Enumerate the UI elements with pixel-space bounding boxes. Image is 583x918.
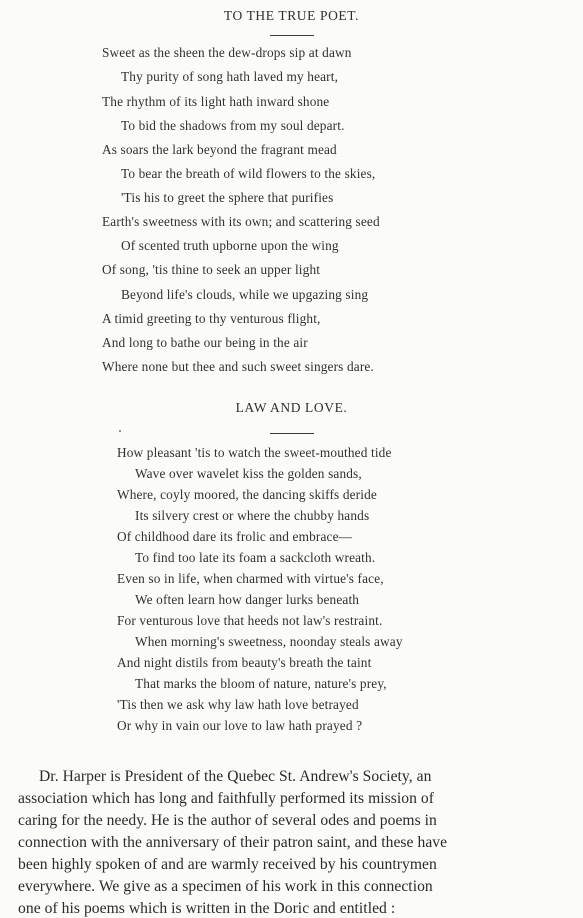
poem-line: Earth's sweetness with its own; and scattering seed bbox=[102, 214, 380, 229]
prose-line: Dr. Harper is President of the Quebec St. Andrew's Society, an bbox=[39, 768, 432, 785]
poem-line: That marks the bloom of nature, nature's prey, bbox=[135, 676, 387, 691]
poem-line: Or why in vain our love to law hath prayed ? bbox=[117, 718, 363, 733]
poem-line: And long to bathe our being in the air bbox=[102, 335, 308, 350]
poem-line: To find too late its foam a sackcloth wreath. bbox=[135, 550, 376, 565]
poem-title-to-the-true-poet: TO THE TRUE POET. bbox=[223, 8, 360, 23]
poem-line: When morning's sweetness, noonday steals away bbox=[135, 634, 403, 649]
poem-line: Of childhood dare its frolic and embrace— bbox=[117, 529, 353, 544]
poem-line: Sweet as the sheen the dew-drops sip at dawn bbox=[102, 45, 352, 60]
poem-line: To bear the breath of wild flowers to the skies, bbox=[121, 166, 376, 181]
poem-line: The rhythm of its light hath inward shone bbox=[102, 94, 330, 109]
poem-line: To bid the shadows from my soul depart. bbox=[121, 118, 345, 133]
poem-line: Of scented truth upborne upon the wing bbox=[121, 238, 339, 253]
poem-line: Of song, 'tis thine to seek an upper light bbox=[102, 262, 321, 277]
poem-line: And night distils from beauty's breath the taint bbox=[117, 655, 372, 670]
poem-line: 'Tis his to greet the sphere that purifies bbox=[121, 190, 334, 205]
prose-line: everywhere. We give as a specimen of his work in this connection bbox=[18, 878, 433, 895]
prose-line: caring for the needy. He is the author of several odes and poems in bbox=[18, 812, 437, 829]
poem-line: Where, coyly moored, the dancing skiffs deride bbox=[117, 487, 377, 502]
poem-title-law-and-love: LAW AND LOVE. bbox=[235, 400, 348, 415]
poem-line: Its silvery crest or where the chubby hands bbox=[135, 508, 370, 523]
poem-line: Thy purity of song hath laved my heart, bbox=[121, 69, 339, 84]
prose-line: been highly spoken of and are warmly received by his countrymen bbox=[18, 856, 437, 873]
prose-line: connection with the anniversary of their patron saint, and these have bbox=[18, 834, 448, 851]
poem-line: 'Tis then we ask why law hath love betrayed bbox=[117, 697, 359, 712]
poem-line: We often learn how danger lurks beneath bbox=[135, 592, 360, 607]
prose-line: one of his poems which is written in the Doric and entitled : bbox=[18, 900, 396, 917]
poem-line: A timid greeting to thy venturous flight, bbox=[102, 311, 321, 326]
print-speck bbox=[119, 430, 121, 432]
poem-line: Wave over wavelet kiss the golden sands, bbox=[135, 466, 362, 481]
poem-line: Even so in life, when charmed with virtue's face, bbox=[117, 571, 384, 586]
poem-line: Where none but thee and such sweet singers dare. bbox=[102, 359, 374, 374]
title-underline-rule bbox=[270, 433, 314, 434]
poem-line: How pleasant 'tis to watch the sweet-mouthed tide bbox=[117, 445, 392, 460]
prose-line: association which has long and faithfully performed its mission of bbox=[18, 790, 435, 807]
poem-line: As soars the lark beyond the fragrant mead bbox=[102, 142, 337, 157]
title-underline-rule bbox=[270, 35, 314, 36]
poem-line: For venturous love that heeds not law's restraint. bbox=[117, 613, 383, 628]
poem-line: Beyond life's clouds, while we upgazing sing bbox=[121, 287, 369, 302]
